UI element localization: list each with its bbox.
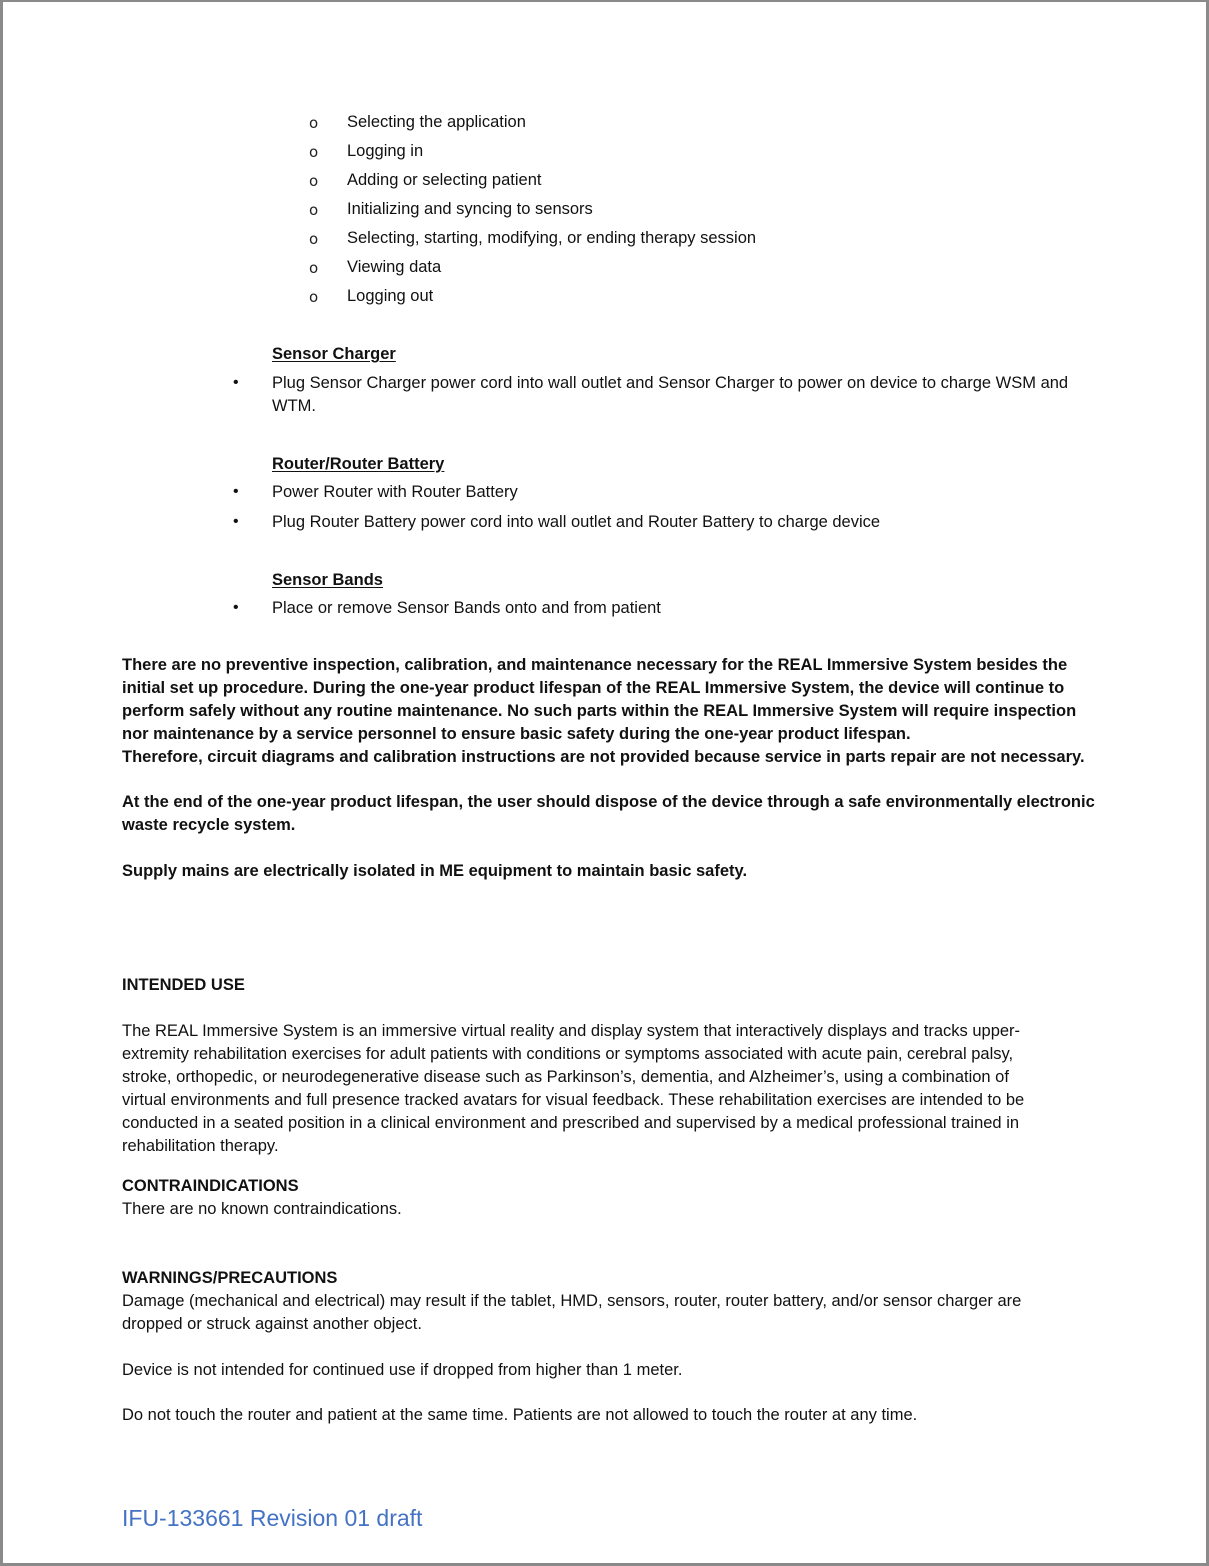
document-footer: IFU-133661 Revision 01 draft: [122, 1505, 423, 1531]
paragraph-line: At the end of the one-year product lifespan, the user should dispose of the device through a safe environmentally electronic: [122, 793, 1095, 811]
disposal-paragraph: [122, 791, 1102, 837]
sensor-bands-bullet: Place or remove Sensor Bands onto and from patient: [272, 599, 661, 617]
sensor-bands-heading: Sensor Bands: [272, 571, 383, 589]
paragraph-line: waste recycle system.: [122, 816, 296, 834]
bullet-marker: •: [233, 599, 239, 616]
sensor-charger-bullet-line2: WTM.: [272, 397, 316, 415]
paragraph-line: Damage (mechanical and electrical) may result if the tablet, HMD, sensors, router, router battery, and/or sensor charger are: [122, 1292, 1022, 1310]
paragraph-line: There are no preventive inspection, calibration, and maintenance necessary for the REAL Immersive System besides the: [122, 656, 1068, 674]
router-heading: Router/Router Battery: [272, 455, 445, 473]
supply-mains-paragraph: Supply mains are electrically isolated in ME equipment to maintain basic safety.: [122, 862, 748, 880]
maintenance-paragraph: [122, 654, 1102, 769]
intended-use-heading: INTENDED USE: [122, 976, 245, 994]
contraindications-heading: CONTRAINDICATIONS: [122, 1177, 299, 1195]
sub-list-marker: o: [309, 201, 319, 219]
router-bullet: Power Router with Router Battery: [272, 483, 518, 501]
drop-warning: Device is not intended for continued use if dropped from higher than 1 meter.: [122, 1361, 683, 1379]
bullet-marker: •: [233, 513, 239, 530]
warnings-paragraph: [122, 1290, 1102, 1336]
sub-list-marker: o: [309, 172, 319, 190]
paragraph-line: stroke, orthopedic, or neurodegenerative disease such as Parkinson’s, dementia, and Alzheimer’s, using a combination of: [122, 1068, 1009, 1086]
paragraph-line: dropped or struck against another object.: [122, 1315, 422, 1333]
sub-list-marker: o: [309, 114, 319, 132]
bullet-marker: •: [233, 374, 239, 391]
paragraph-line: perform safely without any routine maintenance. No such parts within the REAL Immersive System will require inspection: [122, 702, 1077, 720]
paragraph-line: initial set up procedure. During the one-year product lifespan of the REAL Immersive System, the device will continue to: [122, 679, 1065, 697]
list-item: Selecting the application: [347, 113, 526, 131]
bullet-marker: •: [233, 483, 239, 500]
warnings-heading: WARNINGS/PRECAUTIONS: [122, 1269, 338, 1287]
sub-list-marker: o: [309, 288, 319, 306]
sensor-charger-heading: Sensor Charger: [272, 345, 396, 363]
paragraph-line: extremity rehabilitation exercises for adult patients with conditions or symptoms associated with acute pain, cerebral palsy,: [122, 1045, 1014, 1063]
list-item: Viewing data: [347, 258, 442, 276]
sub-list-marker: o: [309, 143, 319, 161]
paragraph-line: virtual environments and full presence tracked avatars for visual feedback. These rehabilitation exercises are intended to be: [122, 1091, 1025, 1109]
paragraph-line: nor maintenance by a service personnel to ensure basic safety during the one-year product lifespan.: [122, 725, 911, 743]
router-touch-warning: Do not touch the router and patient at the same time. Patients are not allowed to touch the router at any time.: [122, 1406, 918, 1424]
router-bullet: Plug Router Battery power cord into wall outlet and Router Battery to charge device: [272, 513, 881, 531]
list-item: Adding or selecting patient: [347, 171, 542, 189]
paragraph-line: Therefore, circuit diagrams and calibration instructions are not provided because service in parts repair are not necessary.: [122, 748, 1085, 766]
list-item: Initializing and syncing to sensors: [347, 200, 593, 218]
list-item: Logging out: [347, 287, 434, 305]
sensor-charger-bullet-line1: Plug Sensor Charger power cord into wall outlet and Sensor Charger to power on device to charge WSM and: [272, 374, 1069, 392]
sub-list-marker: o: [309, 230, 319, 248]
list-item: Selecting, starting, modifying, or ending therapy session: [347, 229, 757, 247]
paragraph-line: rehabilitation therapy.: [122, 1137, 279, 1155]
paragraph-line: conducted in a seated position in a clinical environment and prescribed and supervised by a medical professional trained in: [122, 1114, 1020, 1132]
intended-use-paragraph: [122, 1020, 1102, 1158]
paragraph-line: The REAL Immersive System is an immersive virtual reality and display system that interactively displays and tracks upper-: [122, 1022, 1021, 1040]
sub-list-marker: o: [309, 259, 319, 277]
list-item: Logging in: [347, 142, 424, 160]
contraindications-text: There are no known contraindications.: [122, 1200, 402, 1218]
